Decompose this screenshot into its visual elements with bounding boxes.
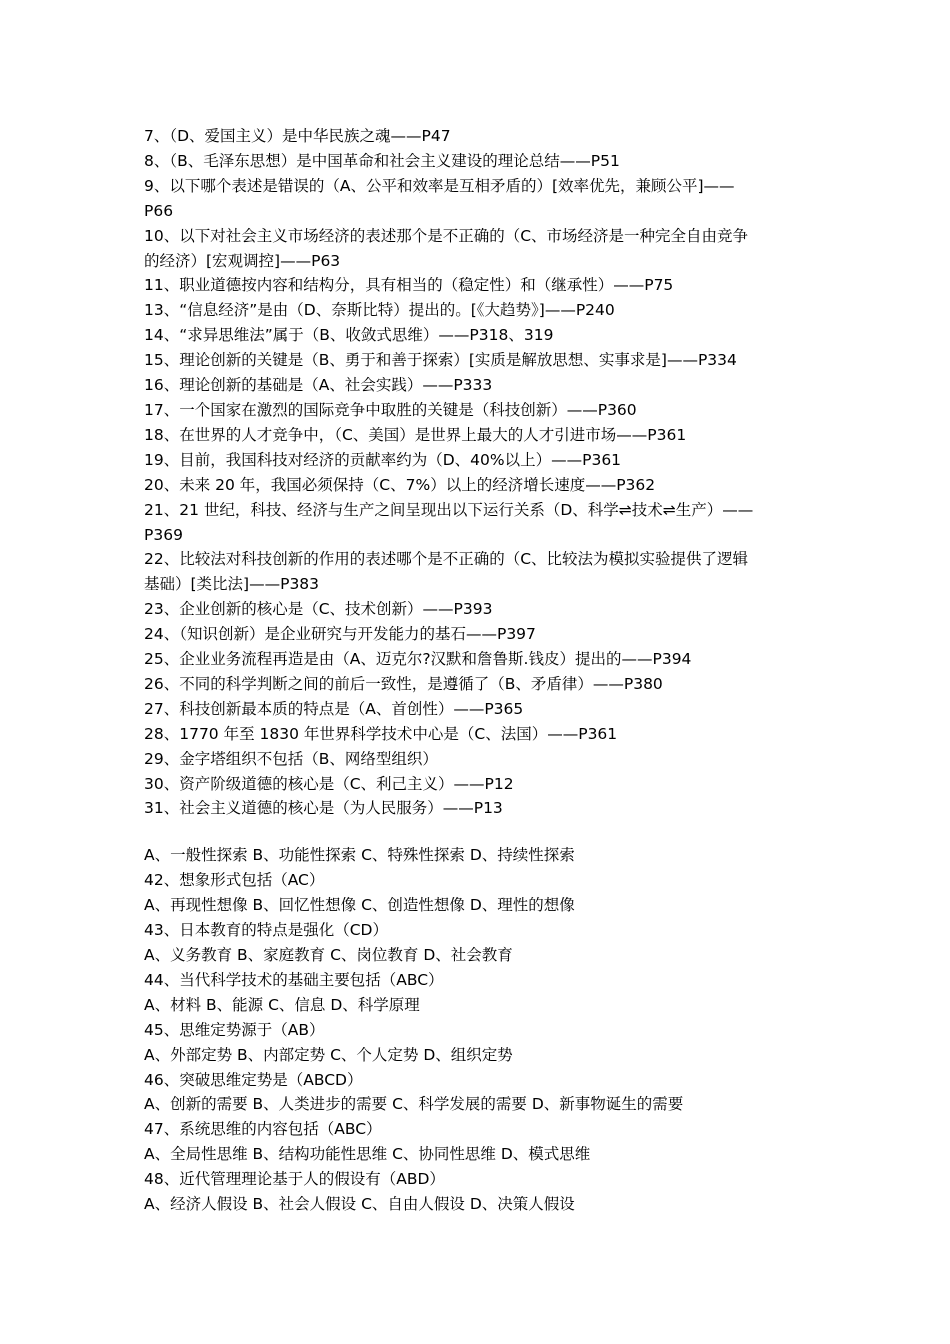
text-line: P66	[144, 201, 174, 220]
text-line: A、再现性想像 B、回忆性想像 C、创造性想像 D、理性的想像	[144, 896, 575, 915]
text-line: 13、“信息经济”是由（D、奈斯比特）提出的。[《大趋势》]——P240	[144, 301, 615, 320]
text-line: A、经济人假设 B、社会人假设 C、自由人假设 D、决策人假设	[144, 1195, 575, 1214]
text-line: 22、比较法对科技创新的作用的表述哪个是不正确的（C、比较法为模拟实验提供了逻辑	[144, 550, 749, 569]
multiple-choice-section	[144, 843, 814, 1217]
text-line: 28、1770 年至 1830 年世界科学技术中心是（C、法国）——P361	[144, 724, 618, 743]
text-line: 9、以下哪个表述是错误的（A、公平和效率是互相矛盾的）[效率优先，兼顾公平]——	[144, 176, 735, 195]
text-line: 29、金字塔组织不包括（B、网络型组织）	[144, 749, 438, 768]
text-line: 的经济）[宏观调控]——P63	[144, 251, 341, 270]
text-line: 25、企业业务流程再造是由（A、迈克尔?汉默和詹鲁斯.钱皮）提出的——P394	[144, 650, 692, 669]
text-line: A、材料 B、能源 C、信息 D、科学原理	[144, 995, 420, 1014]
text-line: 23、企业创新的核心是（C、技术创新）——P393	[144, 600, 493, 619]
document-body	[144, 124, 814, 1217]
text-line: 19、目前，我国科技对经济的贡献率约为（D、40%以上）——P361	[144, 450, 622, 469]
text-line: 44、当代科学技术的基础主要包括（ABC）	[144, 970, 444, 989]
text-line: 14、“求异思维法”属于（B、收敛式思维）——P318、319	[144, 326, 554, 345]
text-line: A、外部定势 B、内部定势 C、个人定势 D、组织定势	[144, 1045, 513, 1064]
text-line: 20、未来 20 年，我国必须保持（C、7%）以上的经济增长速度——P362	[144, 475, 656, 494]
text-line: 8、（B、毛泽东思想）是中国革命和社会主义建设的理论总结——P51	[144, 151, 620, 170]
text-line: 45、思维定势源于（AB）	[144, 1020, 325, 1039]
text-line: 24、（知识创新）是企业研究与开发能力的基石——P397	[144, 625, 536, 644]
text-line: 15、理论创新的关键是（B、勇于和善于探索）[实质是解放思想、实事求是]——P334	[144, 351, 737, 370]
text-line: 47、系统思维的内容包括（ABC）	[144, 1120, 382, 1139]
text-line: 26、不同的科学判断之间的前后一致性，是遵循了（B、矛盾律）——P380	[144, 674, 663, 693]
text-line: 46、突破思维定势是（ABCD）	[144, 1070, 363, 1089]
text-line: 43、日本教育的特点是强化（CD）	[144, 921, 388, 940]
single-choice-section	[144, 124, 814, 821]
text-line: 18、在世界的人才竞争中，（C、美国）是世界上最大的人才引进市场——P361	[144, 425, 687, 444]
text-line: 10、以下对社会主义市场经济的表述那个是不正确的（C、市场经济是一种完全自由竞争	[144, 226, 749, 245]
text-line: 27、科技创新最本质的特点是（A、首创性）——P365	[144, 699, 524, 718]
text-line: A、义务教育 B、家庭教育 C、岗位教育 D、社会教育	[144, 946, 513, 964]
section-gap	[144, 821, 814, 843]
text-line: 31、社会主义道德的核心是（为人民服务）——P13	[144, 799, 503, 818]
text-line: P369	[144, 525, 183, 544]
text-line: 21、21 世纪，科技、经济与生产之间呈现出以下运行关系（D、科学⇌技术⇌生产）——	[144, 500, 754, 519]
text-line: 16、理论创新的基础是（A、社会实践）——P333	[144, 376, 493, 395]
text-line: 42、想象形式包括（AC）	[144, 871, 325, 890]
text-line: 7、（D、爱国主义）是中华民族之魂——P47	[144, 127, 451, 145]
text-line: A、创新的需要 B、人类进步的需要 C、科学发展的需要 D、新事物诞生的需要	[144, 1095, 684, 1114]
text-line: 30、资产阶级道德的核心是（C、利己主义）——P12	[144, 774, 514, 793]
text-line: 48、近代管理理论基于人的假设有（ABD）	[144, 1170, 445, 1189]
text-line: 基础）[类比法]——P383	[144, 575, 320, 594]
text-line: A、一般性探索 B、功能性探索 C、特殊性探索 D、持续性探索	[144, 846, 575, 865]
text-line: A、全局性思维 B、结构功能性思维 C、协同性思维 D、模式思维	[144, 1145, 591, 1164]
text-line: 17、一个国家在激烈的国际竞争中取胜的关键是（科技创新）——P360	[144, 400, 637, 419]
text-line: 11、职业道德按内容和结构分，具有相当的（稳定性）和（继承性）——P75	[144, 276, 674, 295]
